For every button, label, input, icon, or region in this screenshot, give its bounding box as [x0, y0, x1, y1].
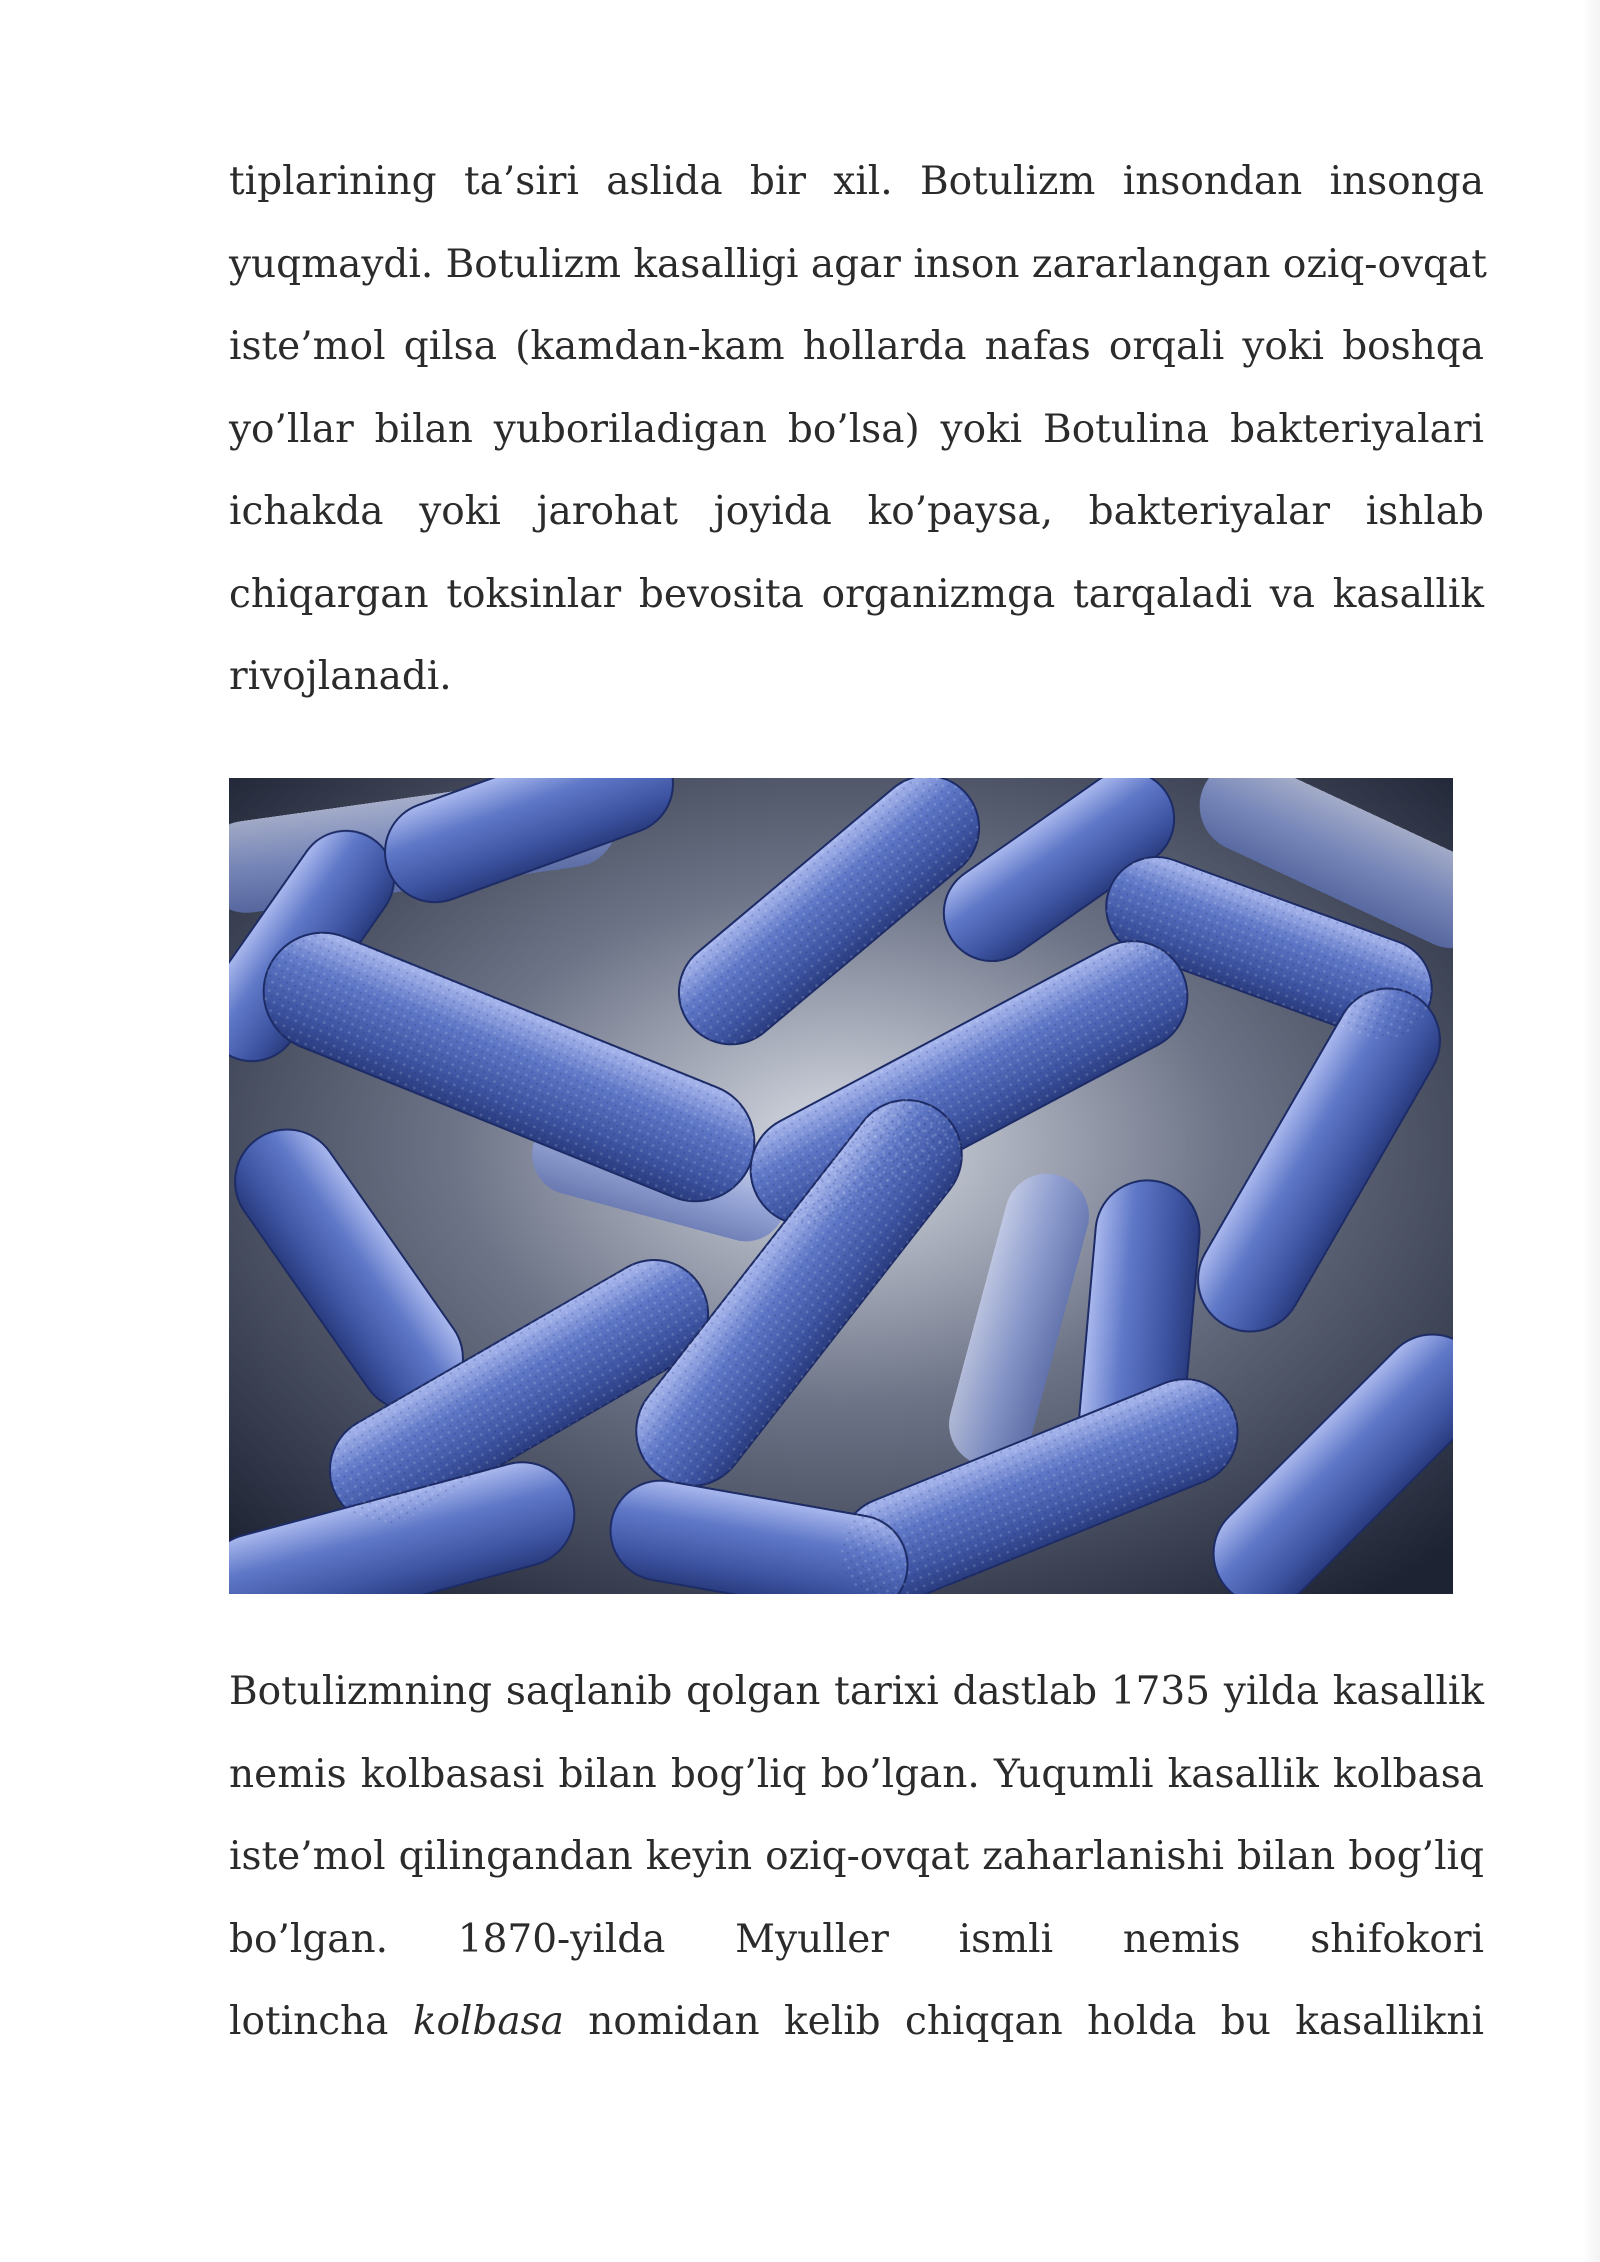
paragraph-line: yo’llar bilan yuboriladigan bo’lsa) yoki Botulina bakteriyalari	[229, 406, 1484, 452]
italic-term: kolbasa	[412, 1999, 564, 2044]
paragraph-line: rivojlanadi.	[229, 654, 452, 699]
paragraph-line: iste’mol qilingandan keyin oziq-ovqat zaharlanishi bilan bog’liq	[229, 1834, 1484, 1879]
text-rest: nomidan kelib chiqqan holda bu kasallikni	[588, 1999, 1484, 2044]
paragraph-line: ichakda yoki jarohat joyida ko’paysa, bakteriyalar ishlab	[229, 489, 1484, 534]
paragraph-2	[229, 1651, 1484, 2064]
paragraph-line: Botulizmning saqlanib qolgan tarixi dastlab 1735 yilda kasallik	[229, 1669, 1484, 1714]
paragraph-line: tiplarining ta’siri aslida bir xil. Botulizm insondan insonga	[229, 159, 1484, 204]
paragraph-line: nemis kolbasasi bilan bog’liq bo’lgan. Yuqumli kasallik kolbasa	[229, 1751, 1484, 1797]
bacteria-icon	[229, 778, 1453, 1594]
paragraph-line: bo’lgan. 1870-yilda Myuller ismli nemis shifokori	[229, 1916, 1484, 1962]
paragraph-line: yuqmaydi. Botulizm kasalligi agar inson zararlangan oziq-ovqat	[229, 241, 1487, 287]
bacteria-illustration	[229, 778, 1453, 1594]
paragraph-1	[229, 141, 1487, 719]
text-lotincha: lotincha	[229, 1999, 389, 2044]
paragraph-line: chiqargan toksinlar bevosita organizmga tarqaladi va kasallik	[229, 571, 1484, 617]
paragraph-last-line	[229, 1981, 1484, 2064]
page-edge-shadow	[1582, 0, 1600, 2262]
paragraph-line: iste’mol qilsa (kamdan-kam hollarda nafas orqali yoki boshqa	[229, 324, 1484, 369]
